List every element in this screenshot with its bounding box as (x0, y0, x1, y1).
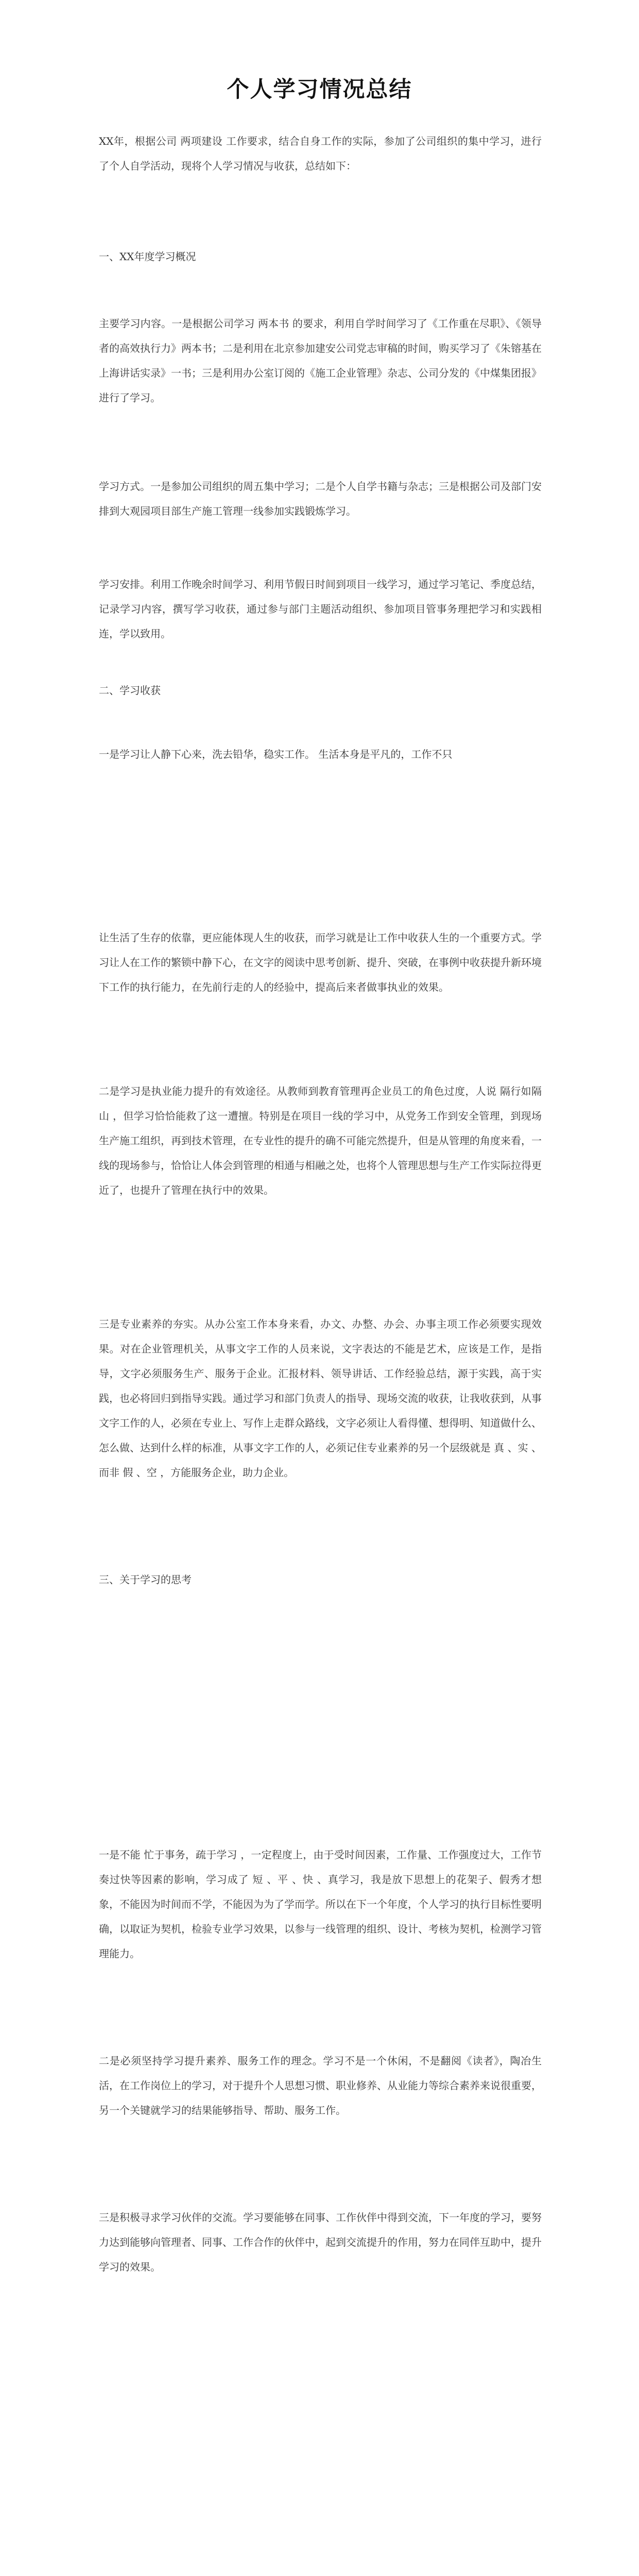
document-title: 个人学习情况总结 (227, 77, 412, 103)
section3-paragraph3: 三是积极寻求学习伙伴的交流。学习要能够在同事、工作伙伴中得到交流，下一年度的学习，要努力达到能够向管理者、同事、工作合作的伙伴中，起到交流提升的作用，努力在同伴互助中，提升学习的效果。 (99, 2211, 542, 2273)
section3-paragraph2: 二是必须坚持学习提升素养、服务工作的理念。学习不是一个休闲，不是翻阅《读者》，陶冶生活，在工作岗位上的学习，对于提升个人思想习惯、职业修养、从业能力等综合素养来说很重要，另一个关键就学习的结果能够指导、帮助、服务工作。 (99, 2055, 542, 2116)
section3-paragraph1: 一是不能 忙于事务，疏于学习 ，一定程度上，由于受时间因素，工作量、工作强度过大，工作节奏过快等因素的影响，学习成了 短 、平 、快 、真学习，我是放下思想上的花架子、假秀才想象，不能因为时间而不学，不能因为为了学而学。所以在下一个年度，个人学习的执行目标性要明确，以取证为契机，检验专业学习效果，以参与一线管理的组织、设计、考核为契机，检测学习管理能力。 (99, 1849, 542, 1960)
section3-heading: 三、关于学习的思考 (99, 1573, 192, 1586)
section2-paragraph1-continued: 让生活了生存的依靠，更应能体现人生的收获，而学习就是让工作中收获人生的一个重要方式。学习让人在工作的繁锁中静下心，在文字的阅读中思考创新、提升、突破，在事例中收获提升新环境下工作的执行能力，在先前行走的人的经验中，提高后来者做事执业的效果。 (99, 931, 542, 993)
section1-content-paragraph: 主要学习内容。一是根据公司学习 两本书 的要求，利用自学时间学习了《工作重在尽职》、《领导者的高效执行力》两本书；二是利用在北京参加建安公司党志审稿的时间，购买学习了《朱镕基在上海讲话实录》一书；三是利用办公室订阅的《施工企业管理》杂志、公司分发的《中煤集团报》进行了学习。 (99, 317, 542, 404)
section2-heading: 二、学习收获 (99, 684, 161, 697)
intro-paragraph: XX年，根据公司 两项建设 工作要求，结合自身工作的实际，参加了公司组织的集中学习，进行了个人自学活动，现将个人学习情况与收获，总结如下： (99, 135, 542, 172)
section1-heading: 一、XX年度学习概况 (99, 250, 196, 263)
section2-paragraph3: 三是专业素养的夯实。从办公室工作本身来看，办文、办整、办会、办事主项工作必须要实现效果。对在企业管理机关，从事文字工作的人员来说，文字表达的不能是艺术，应该是工作，是指导，文字必须服务生产、服务于企业。汇报材料、领导讲话、工作经验总结，源于实践，高于实践，也必将回归到指导实践。通过学习和部门负责人的指导、现场交流的收获，让我收获到，从事文字工作的人，必须在专业上、写作上走群众路线，文字必须让人看得懂、想得明、知道做什么、怎么做、达到什么样的标准，从事文字工作的人，必须记住专业素养的另一个层级就是 真 、实 、而非 假 、空 ，方能服务企业，助力企业。 (99, 1318, 542, 1479)
section2-paragraph2: 二是学习是执业能力提升的有效途径。从教师到教育管理再企业员工的角色过度，人说 隔行如隔山 ，但学习恰恰能救了这一遭擅。特别是在项目一线的学习中，从党务工作到安全管理，到现场生产施工组织，再到技术管理，在专业性的提升的确不可能完然提升，但是从管理的角度来看，一线的现场参与，恰恰让人体会到管理的相通与相融之处，也将个人管理思想与生产工作实际拉得更近了，也提升了管理在执行中的效果。 (99, 1085, 542, 1196)
section1-arrangement-paragraph: 学习安排。利用工作晚余时间学习、利用节假日时间到项目一线学习，通过学习笔记、季度总结，记录学习内容，撰写学习收获，通过参与部门主题活动组织、参加项目管事务理把学习和实践相连，学以致用。 (99, 578, 542, 640)
section2-paragraph1-start: 一是学习让人静下心来，洗去铅华，稳实工作。 生活本身是平凡的，工作不只 (99, 748, 453, 760)
section1-method-paragraph: 学习方式。一是参加公司组织的周五集中学习；二是个人自学书籍与杂志；三是根据公司及部门安排到大观园项目部生产施工管理一线参加实践锻炼学习。 (99, 480, 542, 517)
